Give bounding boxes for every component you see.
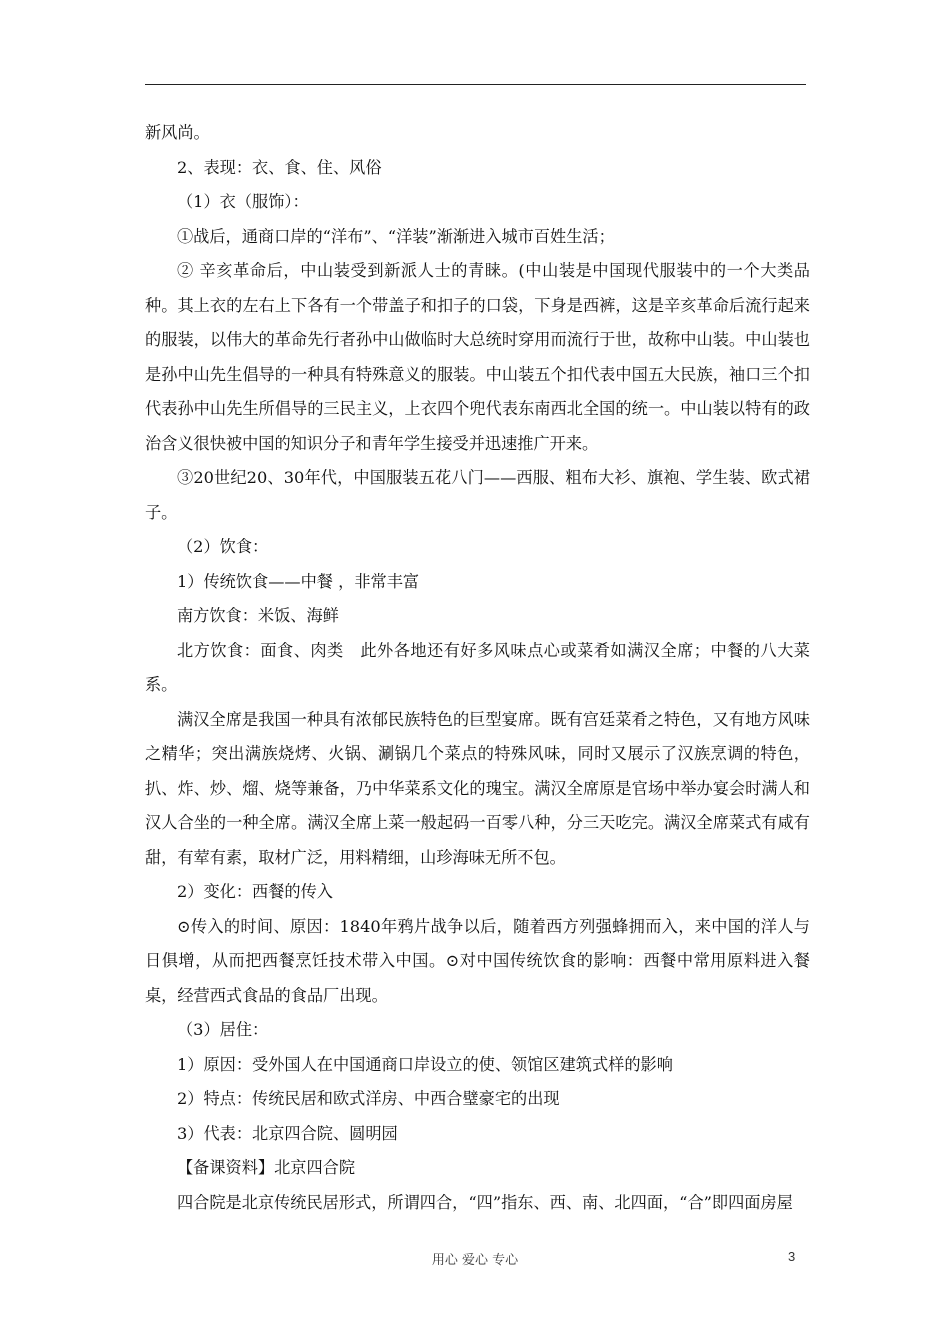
paragraph: （2）饮食： [177,537,269,556]
paragraph: 2、表现：衣、食、住、风俗 [177,157,382,177]
paragraph: 新风尚。 [145,123,210,142]
paragraph: 南方饮食：米饭、海鲜 [177,606,339,625]
paragraph: （3）居住： [177,1020,269,1039]
paragraph: ③20世纪20、30年代，中国服装五花八门——西服、粗布大衫、旗袍、学生装、欧式裙子。 [145,468,810,522]
paragraph: 【备课资料】北京四合院 [177,1158,356,1177]
paragraph: 北方饮食：面食、肉类 此外各地还有好多风味点心或菜肴如满汉全席；中餐的八大菜系。 [145,640,810,694]
footer-slogan: 用心 爱心 专心 [431,1253,519,1268]
paragraph: ①战后，通商口岸的“洋布”、“洋装”渐渐进入城市百姓生活； [177,226,615,246]
header-rule [145,84,806,85]
paragraph: 1）传统饮食——中餐 ，非常丰富 [177,571,420,591]
paragraph: 满汉全席是我国一种具有浓郁民族特色的巨型宴席。既有宫廷菜肴之特色，又有地方风味之精华；突出满族烧烤、火锅、涮锅几个菜点的特殊风味，同时又展示了汉族烹调的特色，扒、炸、炒、熘、烧等兼备，乃中华菜系文化的瑰宝。满汉全席原是官场中举办宴会时满人和汉人合坐的一种全席。满汉全席上菜一般起码一百零八种，分三天吃完。满汉全席菜式有咸有甜，有荤有素，取材广泛，用料精细，山珍海味无所不包。 [145,709,810,867]
paragraph: 2）变化：西餐的传入 [177,882,333,901]
document-body [145,116,810,1220]
paragraph: 四合院是北京传统民居形式，所谓四合，“四”指东、西、南、北四面，“合”即四面房屋 [177,1192,793,1212]
paragraph: （1）衣（服饰）： [177,192,309,211]
page-number: 3 [788,1249,796,1264]
paragraph: 1）原因：受外国人在中国通商口岸设立的使、领馆区建筑式样的影响 [177,1054,673,1074]
paragraph: 2）特点：传统民居和欧式洋房、中西合璧豪宅的出现 [177,1089,560,1108]
paragraph: ② 辛亥革命后，中山装受到新派人士的青睐。(中山装是中国现代服装中的一个大类品种。其上衣的左右上下各有一个带盖子和扣子的口袋，下身是西裤，这是辛亥革命后流行起来的服装，以伟大的革命先行者孙中山做临时大总统时穿用而流行于世，故称中山装。中山装也是孙中山先生倡导的一种具有特殊意义的服装。中山装五个扣代表中国五大民族，袖口三个扣代表孙中山先生所倡导的三民主义，上衣四个兜代表东南西北全国的统一。中山装以特有的政治含义很快被中国的知识分子和青年学生接受并迅速推广开来。 [145,261,810,453]
paragraph: ⊙传入的时间、原因：1840年鸦片战争以后，随着西方列强蜂拥而入，来中国的洋人与日俱增，从而把西餐烹饪技术带入中国。⊙对中国传统饮食的影响：西餐中常用原料进入餐桌，经营西式食品的食品厂出现。 [145,916,810,1005]
paragraph: 3）代表：北京四合院、圆明园 [177,1123,398,1143]
